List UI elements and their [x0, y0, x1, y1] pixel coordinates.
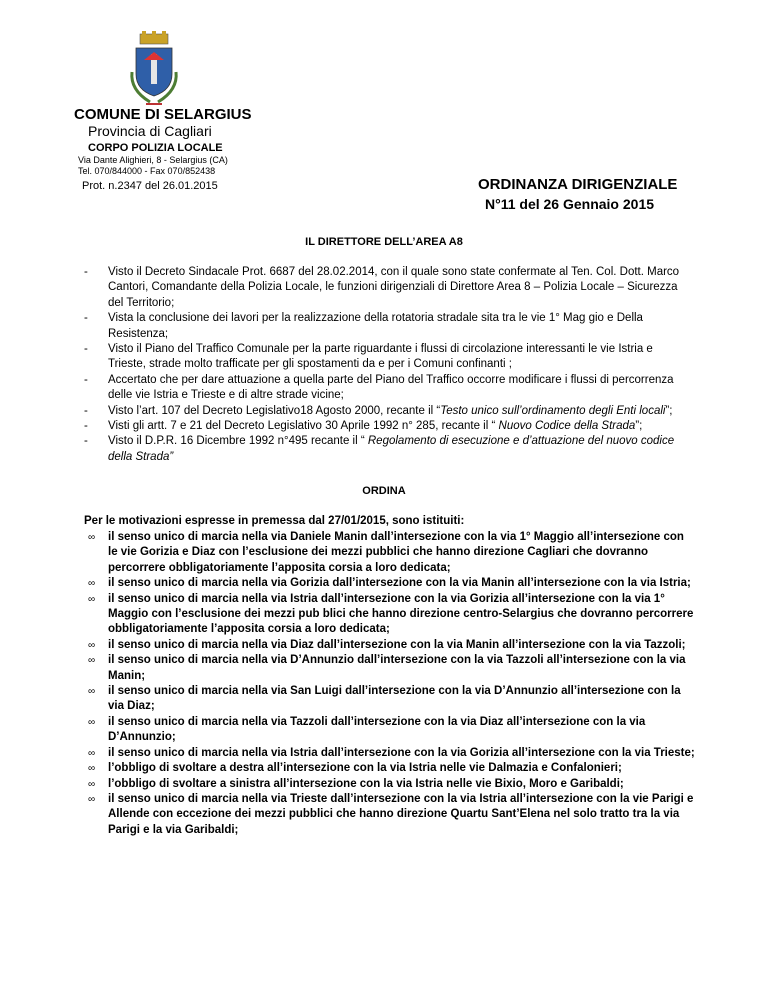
protocol-number: Prot. n.2347 del 26.01.2015	[82, 180, 218, 192]
order-text: il senso unico di marcia nella via Diaz dall’intersezione con la via Manin all’intersezione con la via Tazzoli;	[108, 638, 686, 651]
infinity-bullet-icon: ∞	[88, 686, 96, 698]
order-text: il senso unico di marcia nella via Gorizia dall’intersezione con la via Manin all’intersezione con la via Istria;	[108, 577, 691, 590]
orders-list	[84, 530, 696, 838]
dash-marker: -	[84, 343, 88, 356]
premise-text: Visti gli artt. 7 e 21 del Decreto Legislativo 30 Aprile 1992 n° 285, recante il “	[108, 420, 499, 433]
phone-fax: Tel. 070/844000 - Fax 070/852438	[78, 166, 216, 176]
department: CORPO POLIZIA LOCALE	[88, 142, 223, 154]
orders-intro: Per le motivazioni espresse in premessa dal 27/01/2015, sono istituiti:	[84, 515, 465, 527]
premise-title-italic: Nuovo Codice della Strada	[498, 420, 636, 433]
order-text: il senso unico di marcia nella via D’Annunzio dall’intersezione con la via Tazzoli all’intersezione con la via Manin;	[108, 654, 686, 682]
infinity-bullet-icon: ∞	[88, 793, 96, 805]
premise-text-end: ”;	[635, 420, 643, 433]
order-item	[84, 761, 696, 776]
order-item	[84, 684, 696, 715]
infinity-bullet-icon: ∞	[88, 747, 96, 759]
dash-marker: -	[84, 404, 88, 417]
premise-title-italic: Regolamento di esecuzione e d’attuazione del nuovo codice della Strada”	[108, 435, 675, 463]
infinity-bullet-icon: ∞	[88, 593, 96, 605]
premise-item	[84, 342, 690, 373]
premise-text: Visto il Piano del Traffico Comunale per la parte riguardante i flussi di circolazione interessanti le vie Istria e Trieste, strade molto trafficate per gli spostamenti da e per i Comuni confinanti ;	[108, 343, 653, 371]
order-text: il senso unico di marcia nella via Daniele Manin dall’intersezione con la via 1° Maggio all’intersezione con le vie Gorizia e Diaz con l’esclusione dei mezzi pubblici che hanno direzione Cagliari che dovranno percorrere obbligatoriamente l’apposita corsia a loro dedicata;	[108, 531, 684, 574]
dash-marker: -	[84, 312, 88, 325]
province: Provincia di Cagliari	[88, 123, 212, 139]
order-text: il senso unico di marcia nella via Tazzoli dall’intersezione con la via Diaz all’intersezione con la via D’Annunzio;	[108, 715, 646, 744]
dash-marker: -	[84, 435, 88, 448]
premises-list	[84, 265, 690, 465]
premise-text: Visto il D.P.R. 16 Dicembre 1992 n°495 recante il “	[108, 435, 368, 448]
premise-text-end: ”;	[665, 404, 673, 417]
ordinance-number: N°11 del 26 Gennaio 2015	[485, 196, 655, 212]
organization-header	[74, 106, 374, 177]
order-item	[84, 592, 696, 638]
order-item	[84, 530, 696, 576]
premise-text: Visto il Decreto Sindacale Prot. 6687 del 28.02.2014, con il quale sono state confermate al Ten. Col. Dott. Marco Cantori, Comandante della Polizia Locale, le funzioni dirigenziali di Direttore Area 8 – Polizia Locale – Sicurezza del Territorio;	[108, 266, 680, 309]
municipal-crest-logo	[122, 30, 186, 110]
order-text: il senso unico di marcia nella via Istria dall’intersezione con la via Gorizia all’intersezione con la via Trieste;	[108, 746, 695, 759]
ordina-heading: ORDINA	[362, 485, 406, 497]
premise-text: Visto l’art. 107 del Decreto Legislativo18 Agosto 2000, recante il “	[108, 404, 441, 417]
infinity-bullet-icon: ∞	[88, 716, 96, 728]
order-item	[84, 715, 696, 746]
dash-marker: -	[84, 266, 88, 278]
order-item	[84, 746, 696, 761]
infinity-bullet-icon: ∞	[88, 639, 96, 651]
order-item	[84, 792, 696, 838]
premise-text: Vista la conclusione dei lavori per la realizzazione della rotatoria stradale sita tra le vie 1° Mag gio e Della Resistenza;	[108, 312, 643, 340]
org-name: COMUNE DI SELARGIUS	[74, 106, 252, 123]
infinity-bullet-icon: ∞	[88, 578, 96, 590]
order-text: il senso unico di marcia nella via Istria dall’intersezione con la via Gorizia all’intersezione con la via 1° Maggio con l’esclusione dei mezzi pub blici che hanno direzione centro-Selargius che dovranno percorrere obbligatoriamente l’apposita corsia a loro dedicata;	[108, 592, 694, 636]
order-item	[84, 638, 696, 653]
infinity-bullet-icon: ∞	[88, 655, 96, 667]
order-text: il senso unico di marcia nella via San Luigi dall’intersezione con la via D’Annunzio all’intersezione con la via Diaz;	[108, 685, 681, 713]
order-text: l’obbligo di svoltare a sinistra all’intersezione con la via Istria nelle vie Bixio, Moro e Garibaldi;	[108, 777, 624, 790]
premise-item	[84, 434, 690, 465]
order-text: l’obbligo di svoltare a destra all’intersezione con la via Istria nelle vie Dalmazia e Confalonieri;	[108, 762, 622, 775]
director-heading: IL DIRETTORE DELL’AREA A8	[305, 236, 463, 248]
premise-item	[84, 419, 690, 434]
premise-title-italic: Testo unico sull’ordinamento degli Enti locali	[440, 404, 666, 417]
ordinance-title: ORDINANZA DIRIGENZIALE	[478, 176, 678, 193]
infinity-bullet-icon: ∞	[88, 778, 96, 790]
order-item	[84, 777, 696, 792]
premise-text: Accertato che per dare attuazione a quella parte del Piano del Traffico occorre modificare i flussi di percorrenza delle vie Istria e Trieste e di altre strade vicine;	[108, 373, 674, 402]
premise-item	[84, 311, 690, 342]
infinity-bullet-icon: ∞	[88, 532, 96, 543]
order-item	[84, 576, 696, 591]
order-item	[84, 653, 696, 684]
address: Via Dante Alighieri, 8 - Selargius (CA)	[78, 155, 228, 165]
infinity-bullet-icon: ∞	[88, 763, 96, 775]
dash-marker: -	[84, 420, 88, 433]
premise-item	[84, 265, 690, 311]
premise-item	[84, 373, 690, 404]
premise-item	[84, 404, 690, 419]
dash-marker: -	[84, 373, 88, 386]
order-text: il senso unico di marcia nella via Trieste dall’intersezione con la via Istria all’intersezione con la vie Parigi e Allende con eccezione dei mezzi pubblici che hanno direzione Quartu Sant’Elena nel solo tratto tra la via Parigi e la via Garibaldi;	[108, 792, 694, 836]
